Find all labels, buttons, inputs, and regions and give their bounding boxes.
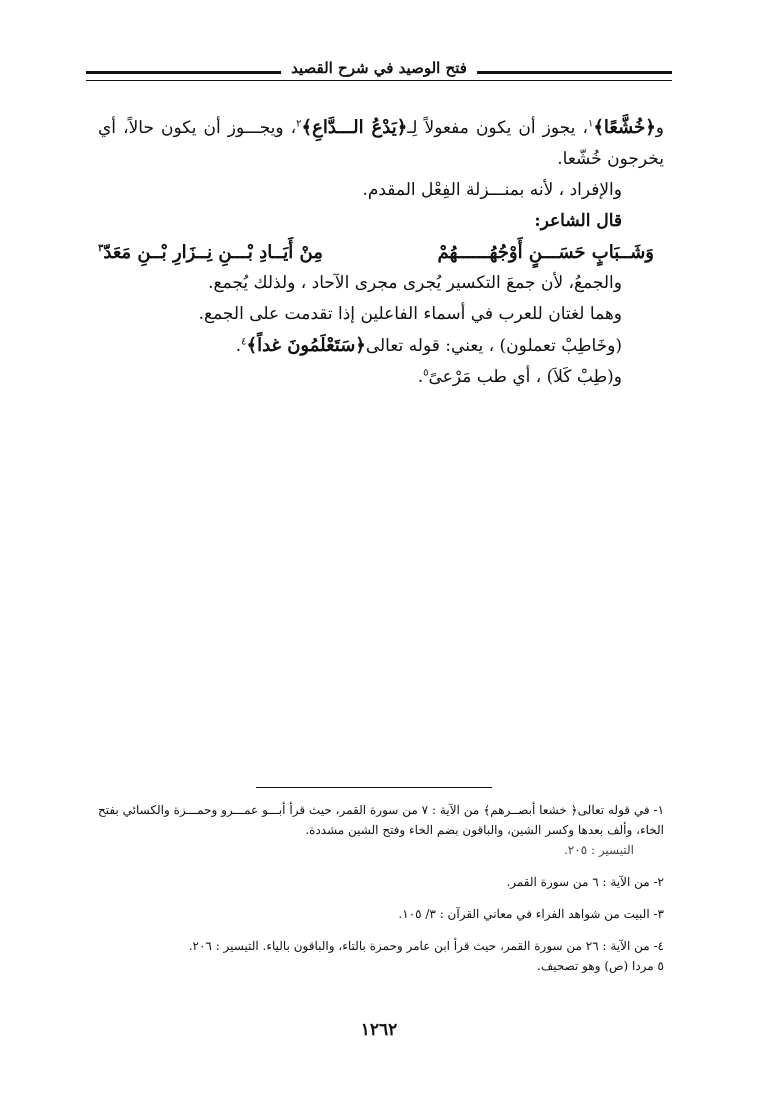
footnote-ref: ١ xyxy=(587,118,594,130)
poetry-verse xyxy=(98,237,664,268)
footnote-ref: ٥ xyxy=(423,367,429,379)
paragraph-lughatan: وهما لغتان للعرب في أسماء الفاعلين إذا تقدمت على الجمع. xyxy=(198,304,622,324)
quran-quote: ﴿سَتَعْلَمُونَ غداً﴾ xyxy=(246,335,366,356)
footnote-1: ١- في قوله تعالى﴿ خشعا أبصــرهم﴾ من الآية : ٧ من سورة القمر، حيث قرأ أبـــو عمـــرو وحمـــزة والكسائي بفتح الخاء، وألف بعدها وكسر الشين، والباقون بضم الخاء وفتح الشين مشددة. xyxy=(98,803,665,837)
main-text xyxy=(98,112,664,393)
quran-quote: ﴿يَدْعُ الـــدَّاعِ﴾ xyxy=(301,117,408,138)
footnotes xyxy=(98,800,664,976)
footnote-ref: ٢ xyxy=(296,118,302,130)
paragraph-jam: والجمعُ، لأن جمعَ التكسير يُجرى مجرى الآحاد ، ولذلك يُجمع. xyxy=(208,273,622,293)
paragraph-tib: و(طِبْ كَلاَ) ، أي طب مَرْعىً$^٥$. xyxy=(417,367,622,387)
page-number: ١٢٦٢ xyxy=(360,1020,398,1040)
verse-first-hemistich: وَشَــبَابٍ حَسَـــنٍ أَوْجُهُــــــهُمْ xyxy=(437,242,654,263)
footnote-ref: ٤ xyxy=(241,336,247,348)
running-header xyxy=(86,56,672,86)
footnote-separator xyxy=(256,787,492,788)
footnote-5: ٥ مردا (ص) وهو تصحيف. xyxy=(537,959,664,973)
poet-heading: قال الشاعر: xyxy=(534,211,622,231)
footnote-3: ٣- البيت من شواهد الفراء في معاني القرآن : ٣/ ١٠٥. xyxy=(398,907,664,921)
footnote-4: ٤- من الآية : ٢٦ من سورة القمر، حيث قرأ ابن عامر وحمزة بالتاء، والباقون بالياء. التيسير : ٢٠٦. xyxy=(188,939,664,953)
paragraph-khushaan: و﴿خُشَّعًا﴾$^١$، يجوز أن يكون مفعولاً لِـ﴿يَدْعُ الـــدَّاعِ﴾$^٢$، ويجـــوز أن يكون حالاً، أي يخرجون خُشّعا. xyxy=(98,117,664,169)
footnote-2: ٢- من الآية : ٦ من سورة القمر. xyxy=(506,875,664,889)
paragraph-khatib: (وخَاطِبْ تعملون) ، يعني: قوله تعالى﴿سَتَعْلَمُونَ غداً﴾$^٤$. xyxy=(235,335,622,356)
quran-quote: ﴿خُشَّعًا﴾ xyxy=(593,117,656,138)
paragraph-ifrad: والإفراد ، لأنه بمنـــزلة الفِعْل المقدم. xyxy=(362,180,622,200)
footnote-1-source: التيسير : ٢٠٥. xyxy=(563,843,634,857)
verse-second-hemistich: مِنْ أَيَــادِ بْـــنِ نِــزَارِ بْــنِ مَعَدّ$^٣$ xyxy=(98,242,323,263)
footnote-ref: ٣ xyxy=(98,243,104,254)
header-title: فتح الوصيد في شرح القصيد xyxy=(281,56,477,80)
